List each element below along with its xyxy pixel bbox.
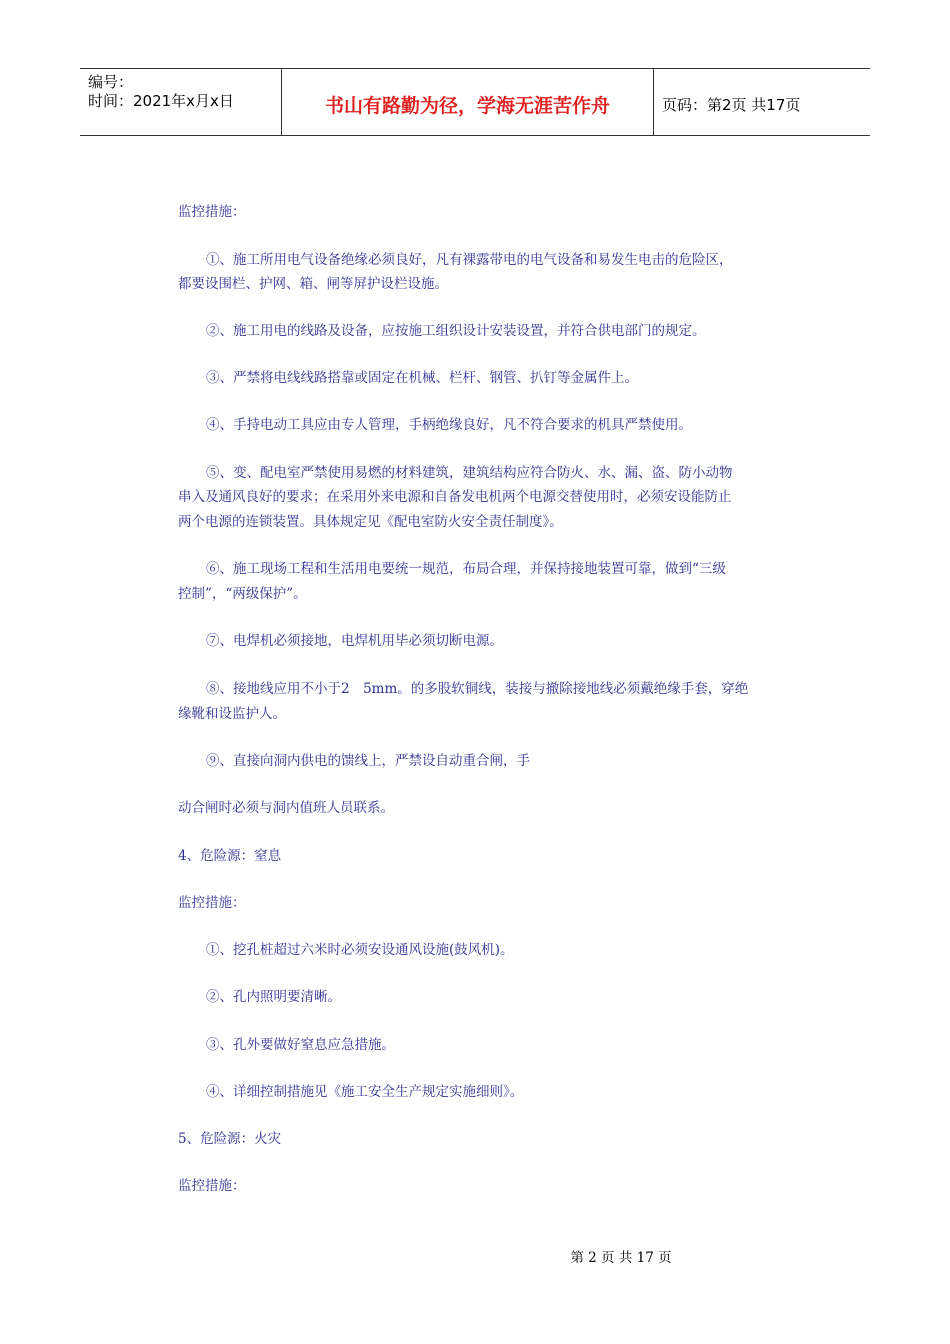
paragraph-line: 两个电源的连锁装置。具体规定见《配电室防火安全责任制度》。: [178, 514, 563, 530]
paragraph-line: 串入及通风良好的要求；在采用外来电源和自备发电机两个电源交替使用时，必须安设能防止: [178, 489, 732, 505]
paragraph-line: 动合闸时必须与洞内值班人员联系。: [178, 800, 394, 816]
header-page-code: 页码：第2页 共17页: [662, 95, 801, 114]
paragraph-line: ③、孔外要做好窒息应急措施。: [206, 1037, 395, 1053]
paragraph-line: 控制”，“两级保护”。: [178, 586, 307, 602]
document-header: [80, 68, 870, 136]
paragraph-line: ⑤、变、配电室严禁使用易燃的材料建筑，建筑结构应符合防火、水、漏、盗、防小动物: [206, 465, 733, 481]
paragraph-line: ①、施工所用电气设备绝缘必须良好，凡有裸露带电的电气设备和易发生电击的危险区，: [206, 252, 733, 268]
paragraph-line: 都要设围栏、护网、箱、闸等屏护设栏设施。: [178, 276, 448, 292]
paragraph-line: ⑧、接地线应用不小于2 5mm。的多股软铜线，装接与撤除接地线必须戴绝缘手套，穿绝: [206, 681, 749, 697]
header-motto: 书山有路勤为径，学海无涯苦作舟: [281, 69, 654, 135]
section-heading: 5、危险源：火灾: [178, 1131, 282, 1147]
paragraph-line: ⑥、施工现场工程和生活用电要统一规范，布局合理，并保持接地装置可靠，做到“三级: [206, 561, 726, 577]
paragraph-line: ⑨、直接向洞内供电的馈线上，严禁设自动重合闸，手: [206, 753, 530, 769]
paragraph-line: ③、严禁将电线线路搭靠或固定在机械、栏杆、钢管、扒钉等金属件上。: [206, 370, 638, 386]
paragraph-line: ⑦、电焊机必须接地，电焊机用毕必须切断电源。: [206, 633, 503, 649]
paragraph-line: ①、挖孔桩超过六米时必须安设通风设施(鼓风机)。: [206, 942, 514, 958]
document-number-label: 编号：: [88, 73, 134, 91]
paragraph-line: ④、手持电动工具应由专人管理，手柄绝缘良好，凡不符合要求的机具严禁使用。: [206, 417, 692, 433]
paragraph-line: 缘靴和设监护人。: [178, 706, 286, 722]
header-meta: [80, 69, 281, 135]
footer-page-number: 第 2 页 共 17 页: [570, 1250, 672, 1266]
section-heading: 监控措施：: [178, 895, 246, 911]
section-heading: 4、危险源：窒息: [178, 848, 282, 864]
paragraph-line: ②、施工用电的线路及设备，应按施工组织设计安装设置，并符合供电部门的规定。: [206, 323, 706, 339]
paragraph-line: ②、孔内照明要清晰。: [206, 989, 341, 1005]
page-footer: [0, 1246, 950, 1266]
section-heading: 监控措施：: [178, 1178, 246, 1194]
paragraph-line: ④、详细控制措施见《施工安全生产规定实施细则》。: [206, 1084, 524, 1100]
section-heading: 监控措施：: [178, 204, 246, 220]
document-time-label: 时间：2021年x月x日: [88, 92, 234, 110]
